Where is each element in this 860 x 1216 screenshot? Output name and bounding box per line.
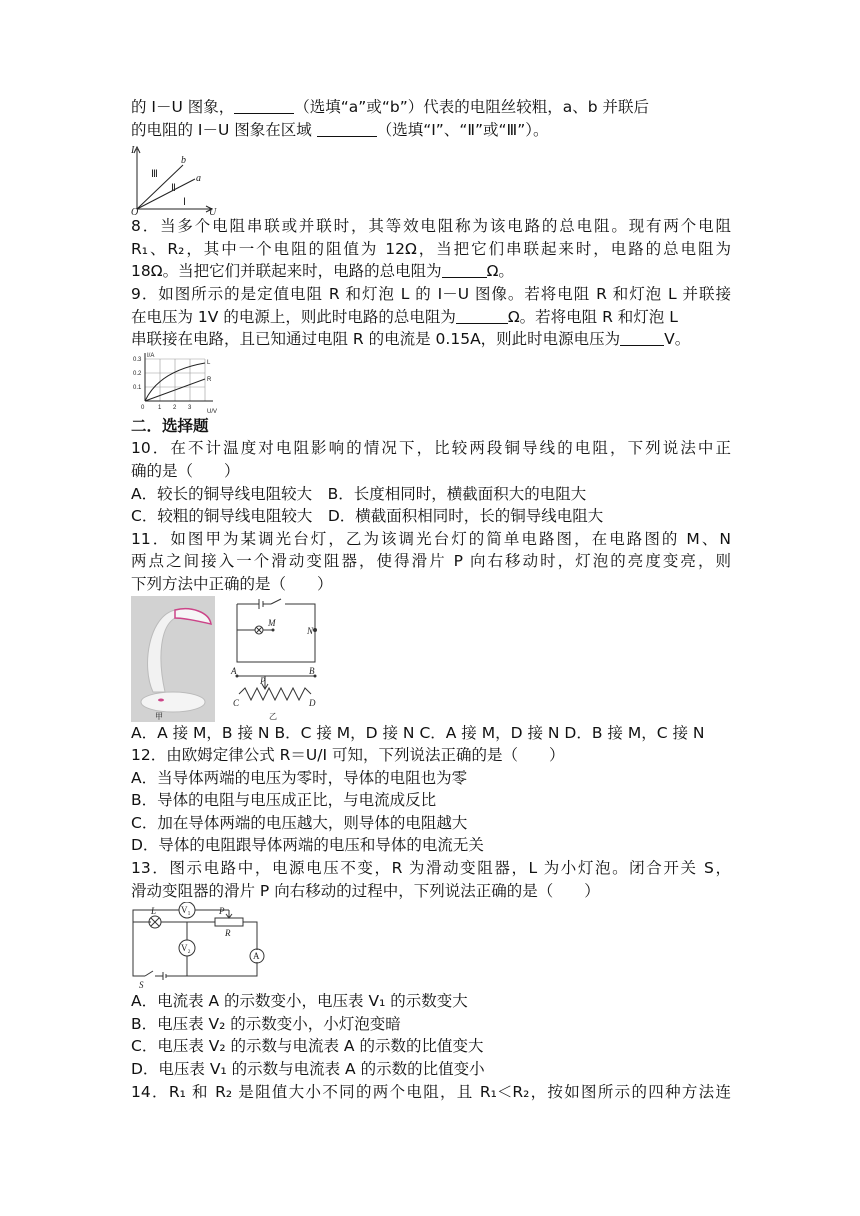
label-A: A [231, 665, 237, 676]
lamp-base [141, 692, 205, 712]
answer-blank[interactable] [620, 331, 664, 346]
line-b-label: b [181, 155, 186, 167]
answer-blank[interactable] [234, 99, 294, 114]
q11-figure [131, 596, 321, 722]
q12-option-b[interactable]: B．导体的电阻与电压成正比，与电流成反比 [131, 791, 437, 810]
q10-options-1[interactable]: A．较长的铜导线电阻较大 B．长度相同时，横截面积大的电阻大 [131, 484, 587, 503]
q7-text: （选填“a”或“b”）代表的电阻丝较粗，a、b 并联后 [294, 98, 650, 116]
rheostat-r [215, 918, 243, 926]
q13-line-1: 13．图示电路中，电源电压不变，R 为滑动变阻器，L 为小灯泡。闭合开关 S， [131, 859, 731, 878]
answer-blank[interactable] [442, 263, 487, 278]
switch [271, 599, 281, 604]
q9-text: 在电压为 1V 的电源上，则此时电路的总电阻为 [131, 307, 456, 326]
x-axis-label: U [209, 207, 217, 216]
curve-L-label: L [207, 359, 211, 366]
q7-text: 的 I－U 图象， [131, 98, 235, 116]
region-3-label: Ⅲ [151, 169, 158, 181]
section-title: 二．选择题 [131, 416, 209, 435]
y-tick: 0.1 [133, 384, 142, 391]
q9-line-3 [131, 328, 731, 351]
q7-text: 的电阻的 I－U 图象在区域 [131, 120, 317, 139]
q13-option-d[interactable]: D．电压表 V₁ 的示数与电流表 A 的示数的比值变小 [131, 1060, 485, 1079]
q11-line-3: 下列方法中正确的是（ ） [131, 574, 333, 593]
x-axis-label: U/V [207, 408, 218, 415]
x-tick: 0 [141, 404, 145, 411]
x-tick: 1 [158, 404, 162, 411]
answer-blank[interactable] [317, 122, 377, 137]
x-tick: 2 [173, 404, 177, 411]
label-p: P [219, 906, 225, 917]
q12-option-a[interactable]: A．当导体两端的电压为零时，导体的电阻也为零 [131, 768, 468, 787]
rheostat-coil [239, 688, 311, 700]
label-r: R [225, 928, 231, 939]
line-b [137, 165, 183, 209]
q8-text: Ω。 [486, 262, 514, 281]
q11-line-1: 11．如图甲为某调光台灯，乙为该调光台灯的简单电路图，在电路图的 M、N [131, 529, 731, 548]
q8-line-1: 8．当多个电阻串联或并联时，其等效电阻称为该电路的总电阻。现有两个电阻 [131, 217, 731, 236]
q9-text: V。 [664, 330, 691, 349]
label-s: S [139, 980, 144, 991]
line-a-label: a [196, 173, 201, 185]
q12-option-d[interactable]: D．导体的电阻跟导体两端的电压和导体的电流无关 [131, 836, 484, 855]
label-jia: 甲 [155, 711, 163, 721]
answer-blank[interactable] [456, 309, 508, 324]
q10-line-2: 确的是（ ） [131, 461, 240, 480]
x-tick: 3 [188, 404, 192, 411]
q9-text: Ω。若将电阻 R 和灯泡 L [507, 307, 678, 326]
region-2-label: Ⅱ [171, 183, 176, 195]
region-1-label: Ⅰ [183, 197, 186, 209]
q12-line-1: 12．由欧姆定律公式 R＝U/I 可知，下列说法正确的是（ ） [131, 746, 565, 765]
q13-circuit [131, 902, 273, 990]
line-R-label: R [207, 376, 212, 383]
label-v1: V₁ [181, 905, 191, 916]
q7-line-2 [131, 119, 731, 142]
switch-s [145, 971, 153, 976]
q14-line-1: 14．R₁ 和 R₂ 是阻值大小不同的两个电阻，且 R₁＜R₂，按如图所示的四种方法连 [131, 1082, 731, 1101]
label-B: B [309, 665, 315, 676]
q12-option-c[interactable]: C．加在导体两端的电压越大，则导体的电阻越大 [131, 813, 468, 832]
lamp-button [158, 698, 164, 701]
q9-text: 串联接在电路，且已知通过电阻 R 的电流是 0.15A，则此时电源电压为 [131, 330, 621, 349]
q9-line-1: 9．如图所示的是定值电阻 R 和灯泡 L 的 I－U 图像。若将电阻 R 和灯泡 L 并联接 [131, 284, 731, 303]
y-axis-label: I/A [147, 352, 155, 359]
label-l: L [151, 906, 157, 917]
worksheet-page [131, 96, 731, 1103]
q7-line-1 [131, 96, 731, 119]
q8-line-3 [131, 260, 731, 283]
label-yi: 乙 [269, 711, 277, 721]
line-a [137, 179, 195, 209]
y-tick: 0.2 [133, 370, 142, 377]
label-P: P [260, 675, 266, 686]
label-M: M [268, 617, 276, 628]
y-axis-label: I [131, 145, 135, 157]
label-D: D [309, 697, 316, 708]
q13-option-c[interactable]: C．电压表 V₂ 的示数与电流表 A 的示数的比值变大 [131, 1037, 484, 1056]
label-v2: V₂ [181, 943, 191, 954]
label-C: C [233, 697, 240, 708]
q10-options-2[interactable]: C．较粗的铜导线电阻较大 D．横截面积相同时，长的铜导线电阻大 [131, 507, 604, 526]
circuit-loop [237, 604, 315, 662]
q11-options[interactable]: A．A 接 M，B 接 N B．C 接 M，D 接 N C．A 接 M，D 接 N D．B 接 M，C 接 N [131, 723, 705, 742]
y-tick: 0.3 [133, 356, 142, 363]
label-N: N [307, 625, 314, 636]
q7-iu-graph [131, 143, 223, 215]
q13-option-b[interactable]: B．电压表 V₂ 的示数变小，小灯泡变暗 [131, 1014, 401, 1033]
label-a: A [253, 951, 260, 962]
q13-line-2: 滑动变阻器的滑片 P 向右移动的过程中，下列说法正确的是（ ） [131, 881, 600, 900]
q7-text: （选填“Ⅰ”、“Ⅱ”或“Ⅲ”）。 [376, 120, 549, 139]
q8-line-2: R₁、R₂，其中一个电阻的阻值为 12Ω，当把它们串联起来时，电路的总电阻为 [131, 239, 731, 258]
q10-line-1: 10．在不计温度对电阻影响的情况下，比较两段铜导线的电阻，下列说法中正 [131, 439, 731, 458]
q9-line-2 [131, 306, 731, 329]
q11-line-2: 两点之间接入一个滑动变阻器，使得滑片 P 向右移动时，灯泡的亮度变亮，则 [131, 552, 731, 571]
q13-option-a[interactable]: A．电流表 A 的示数变小，电压表 V₁ 的示数变大 [131, 992, 468, 1011]
q8-text: 18Ω。当把它们并联起来时，电路的总电阻为 [131, 262, 442, 281]
q9-iu-graph [131, 351, 231, 415]
origin-label: O [131, 207, 139, 216]
